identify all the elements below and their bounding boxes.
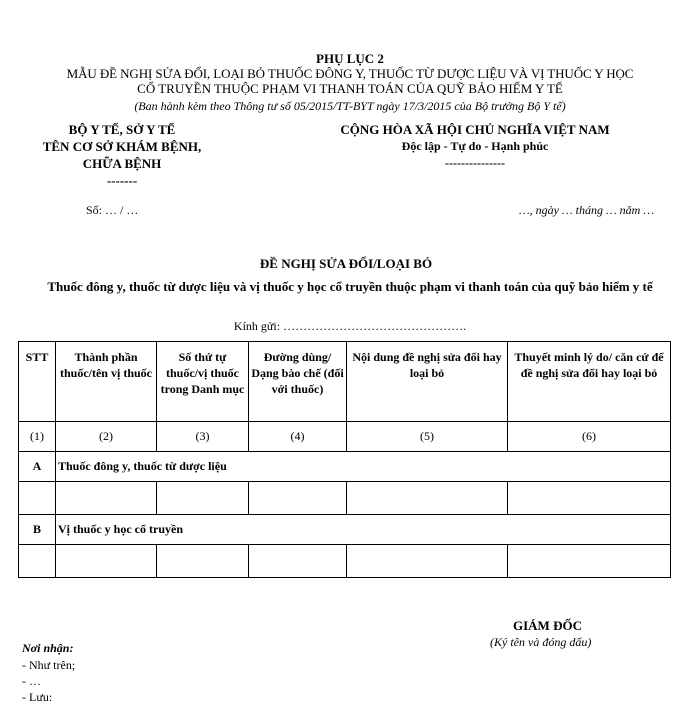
- national-motto: Độc lập - Tự do - Hạnh phúc: [401, 139, 549, 153]
- proposal-table: [18, 341, 671, 578]
- recipient-item: - Lưu:: [22, 690, 53, 704]
- agency-line2: TÊN CƠ SỞ KHÁM BỆNH,: [42, 139, 202, 154]
- table-cell[interactable]: [249, 482, 347, 515]
- table-row-empty: [19, 482, 671, 515]
- appendix-heading-line1: MẪU ĐỀ NGHỊ SỬA ĐỔI, LOẠI BỎ THUỐC ĐÔNG Y, THUỐC TỪ DƯỢC LIỆU VÀ VỊ THUỐC Y HỌC: [66, 66, 634, 81]
- table-cell[interactable]: [19, 482, 56, 515]
- section-label: Thuốc đông y, thuốc từ dược liệu: [56, 452, 671, 482]
- recipient-item: - Như trên;: [22, 658, 76, 672]
- national-divider: ---------------: [445, 156, 505, 170]
- table-cell[interactable]: [249, 545, 347, 578]
- table-cell[interactable]: [508, 545, 671, 578]
- agency-header: [22, 121, 222, 189]
- table-cell[interactable]: [157, 482, 249, 515]
- column-number: (4): [249, 422, 347, 452]
- section-row-b: [19, 515, 671, 545]
- header-cell-route-form: Đường dùng/ Dạng bào chế (đối với thuốc): [249, 342, 347, 422]
- national-header: [290, 121, 660, 172]
- table-header-row: [19, 342, 671, 422]
- table-column-number-row: [19, 422, 671, 452]
- signature-title: GIÁM ĐỐC: [513, 618, 582, 633]
- agency-line3: CHỮA BỆNH: [82, 156, 162, 171]
- header-cell-ingredient: Thành phần thuốc/tên vị thuốc: [56, 342, 157, 422]
- column-number: (3): [157, 422, 249, 452]
- national-title: CỘNG HÒA XÃ HỘI CHỦ NGHĨA VIỆT NAM: [340, 122, 610, 137]
- section-label: Vị thuốc y học cổ truyền: [56, 515, 671, 545]
- table-cell[interactable]: [19, 545, 56, 578]
- recipients-label: Nơi nhận:: [22, 641, 74, 655]
- table-cell[interactable]: [347, 482, 508, 515]
- column-number: (5): [347, 422, 508, 452]
- document-date: …, ngày … tháng … năm …: [519, 203, 655, 217]
- table-cell[interactable]: [347, 545, 508, 578]
- table-cell[interactable]: [508, 482, 671, 515]
- addressee-line: Kính gửi: ……………………………………….: [233, 319, 467, 333]
- section-code: B: [19, 515, 56, 545]
- signature-note: (Ký tên và đóng dấu): [490, 635, 592, 649]
- header-cell-stt: STT: [19, 342, 56, 422]
- document-number: Số: … / …: [86, 203, 139, 217]
- agency-line1: BỘ Y TẾ, SỞ Y TẾ: [68, 122, 176, 137]
- table-cell[interactable]: [56, 482, 157, 515]
- table-row-empty: [19, 545, 671, 578]
- agency-divider: -------: [106, 173, 138, 188]
- section-code: A: [19, 452, 56, 482]
- column-number: (2): [56, 422, 157, 452]
- appendix-title: PHỤ LỤC 2: [316, 51, 384, 66]
- document-subtitle: Thuốc đông y, thuốc từ dược liệu và vị thuốc y học cổ truyền thuộc phạm vi thanh toán của quỹ bảo hiểm y tế: [47, 279, 653, 294]
- column-number: (1): [19, 422, 56, 452]
- appendix-note: (Ban hành kèm theo Thông tư số 05/2015/TT-BYT ngày 17/3/2015 của Bộ trưởng Bộ Y tế): [134, 99, 566, 113]
- section-row-a: [19, 452, 671, 482]
- recipient-item: - …: [22, 674, 41, 688]
- header-cell-order-number: Số thứ tự thuốc/vị thuốc trong Danh mục: [157, 342, 249, 422]
- document-title: ĐỀ NGHỊ SỬA ĐỔI/LOẠI BỎ: [259, 256, 433, 271]
- appendix-heading-line2: CỔ TRUYỀN THUỘC PHẠM VI THANH TOÁN CỦA QUỸ BẢO HIỂM Y TẾ: [137, 81, 563, 96]
- header-cell-justification: Thuyết minh lý do/ căn cứ để đề nghị sửa đổi hay loại bỏ: [508, 342, 671, 422]
- table-cell[interactable]: [56, 545, 157, 578]
- table-cell[interactable]: [157, 545, 249, 578]
- header-cell-proposal-content: Nội dung đề nghị sửa đổi hay loại bỏ: [347, 342, 508, 422]
- column-number: (6): [508, 422, 671, 452]
